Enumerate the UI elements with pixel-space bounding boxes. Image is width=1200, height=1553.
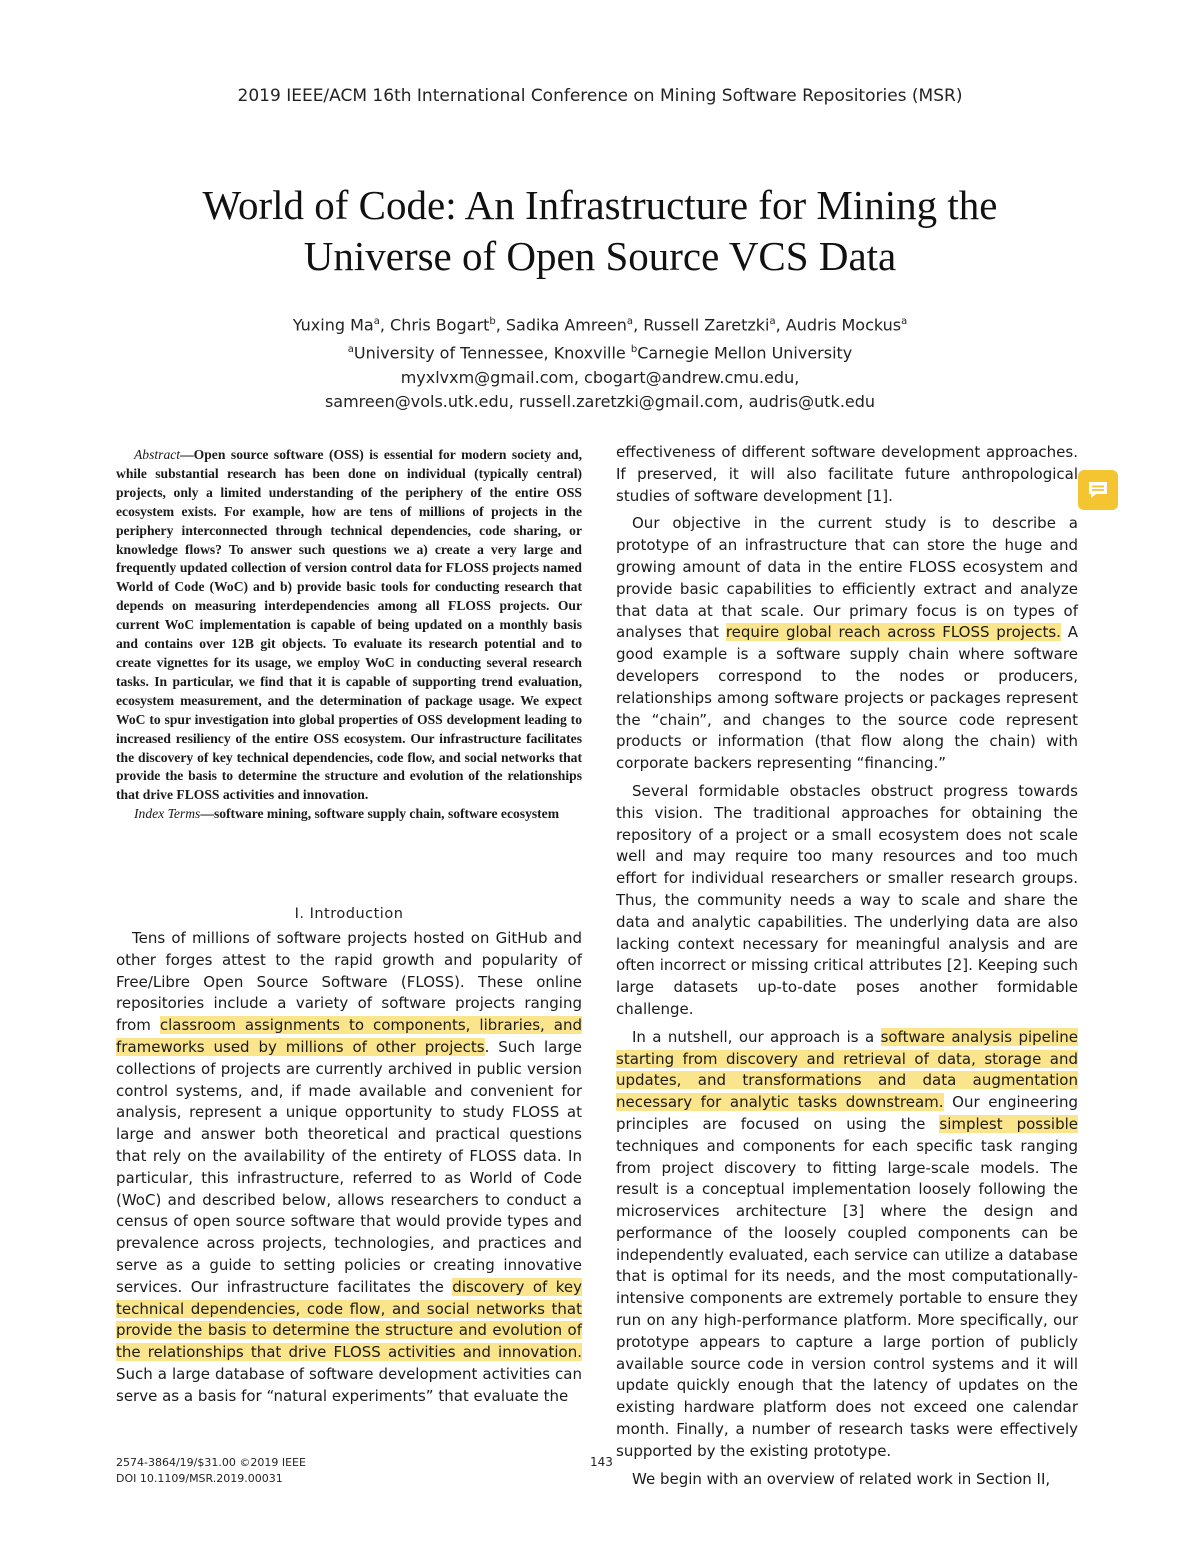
- index-terms: [116, 805, 582, 824]
- right-column-body: [616, 442, 1078, 1490]
- intro-paragraph: [116, 928, 582, 1408]
- highlight[interactable]: simplest possible: [939, 1114, 1078, 1133]
- affiliation-mark: a: [626, 316, 634, 327]
- affiliation-b: Carnegie Mellon University: [637, 343, 853, 363]
- title-line-1: World of Code: An Infrastructure for Mining the: [202, 182, 998, 228]
- comment-icon: [1087, 480, 1109, 500]
- index-terms-text: software mining, software supply chain, software ecosystem: [213, 806, 560, 822]
- text-run: A good example is a software supply chain where software developers correspond to the nodes or producers, relationships among software projects or packages represent the “chain”, and changes to the source code represent products or information (that flow along the chain) with corporate backers representing “financing.”: [616, 623, 1078, 773]
- page-number: 143: [590, 1455, 613, 1469]
- emails-line-2: samreen@vols.utk.edu, russell.zaretzki@gmail.com, audris@utk.edu: [324, 392, 876, 412]
- title-line-2: Universe of Open Source VCS Data: [303, 233, 897, 279]
- approach-paragraph: [616, 1027, 1078, 1463]
- comment-button[interactable]: [1078, 470, 1118, 510]
- emails-line-1: myxlvxm@gmail.com, cbogart@andrew.cmu.edu,: [400, 367, 800, 387]
- author-name: Yuxing Ma: [292, 315, 374, 335]
- abstract: [116, 446, 582, 824]
- paper-title: [0, 180, 1200, 282]
- text-run: . Such large collections of projects are currently archived in public version control systems, and, if made available and convenient for analysis, represent a unique opportunity to study FLOSS at large and answer both theoretical and practical questions that rely on the availability of the entirety of FLOSS data. In particular, this infrastructure, referred to as World of Code (WoC) and described below, allows researchers to conduct a census of open source software that would provide types and prevalence across projects, technologies, and practices and serve as a guide to setting policies or creating innovative services. Our infrastructure facilitates the: [116, 1037, 582, 1296]
- text-run: In a nutshell, our approach is a: [632, 1027, 881, 1046]
- affiliation-a: University of Tennessee, Knoxville: [353, 343, 626, 363]
- affiliation-mark: b: [630, 343, 638, 355]
- footer-issn: 2574-3864/19/$31.00 ©2019 IEEE: [116, 1456, 306, 1469]
- affiliation-mark: a: [769, 316, 776, 327]
- author-name: Audris Mockus: [785, 315, 902, 335]
- left-column-body: [116, 928, 582, 1408]
- index-terms-label: Index Terms: [134, 806, 201, 822]
- text-run: techniques and components for each specific task ranging from project discovery to fitting large-scale models. The result is a conceptual implementation loosely following the microservices architecture [3] where the design and performance of the loosely coupled components can be independently evaluated, each service can utilize a database that is optimal for its needs, and the most computationally-intensive components are extremely portable to ensure they run on any high-performance platform. More specifically, our prototype appears to capture a large portion of publicly available source code in version control systems and it will update quickly enough that the latency of updates on the existing hardware platform does not exceed one calendar month. Finally, a number of research tasks were effectively supported by the existing prototype.: [616, 1136, 1078, 1460]
- author-names: Yuxing Ma$^a$, Chris Bogart$^b$, Sadika Amreen$^a$, Russell Zaretzki$^a$, Audris Mockus$^a$: [292, 315, 908, 335]
- footer-copyright: [116, 1455, 306, 1487]
- affiliation-mark: a: [347, 343, 354, 355]
- obstacles-paragraph: Several formidable obstacles obstruct progress towards this vision. The traditional approaches for obtaining the repository of a project or a small ecosystem does not scale well and may require too many resources and too much effort for individual researchers or smaller research groups. Thus, the community needs a way to scale and share the data and analytic capabilities. The underlying data are also lacking context necessary for meaningful analysis and are often incorrect or missing critical attributes [2]. Keeping such large datasets up-to-date poses another formidable challenge.: [616, 781, 1078, 1018]
- text-run: Our objective in the current study is to describe a prototype of an infrastructure that can store the huge and growing amount of data in the entire FLOSS ecosystem and provide basic capabilities to efficiently extract and analyze that data at that scale. Our primary focus is on types of analyses that: [616, 514, 1078, 642]
- affiliation-mark: b: [489, 316, 496, 327]
- highlight[interactable]: classroom assignments to components, libraries, and frameworks used by millions of other projects: [116, 1016, 582, 1056]
- author-name: Russell Zaretzki: [643, 315, 770, 335]
- author-name: Sadika Amreen: [505, 315, 627, 335]
- author-name: Chris Bogart: [390, 315, 490, 335]
- affiliation-mark: a: [901, 316, 908, 327]
- highlight[interactable]: require global reach across FLOSS projects.: [725, 623, 1061, 642]
- affiliations: [0, 338, 1200, 366]
- author-block: [0, 310, 1200, 415]
- index-terms-dash: —: [200, 806, 214, 822]
- overview-paragraph: We begin with an overview of related work in Section II,: [632, 1469, 1051, 1488]
- highlight[interactable]: software analysis pipeline starting from discovery and retrieval of data, storage and updates, and transformations and data augmentation necessary for analytic tasks downstream.: [616, 1027, 1078, 1112]
- text-run: Our engineering principles are focused on using the: [616, 1093, 1078, 1133]
- abstract-label: Abstract: [134, 447, 181, 462]
- abstract-paragraph: [116, 446, 582, 805]
- continued-paragraph: effectiveness of different software development approaches. If preserved, it will also facilitate future anthropological studies of software development [1].: [616, 443, 1078, 505]
- objective-paragraph: [616, 513, 1078, 775]
- abstract-dash: —: [180, 447, 194, 462]
- footer-doi: DOI 10.1109/MSR.2019.00031: [116, 1472, 283, 1485]
- text-run: Tens of millions of software projects hosted on GitHub and other forges attest to the rapid growth and popularity of Free/Libre Open Source Software (FLOSS). These online repositories include a variety of software projects ranging from: [116, 929, 582, 1035]
- abstract-text: Open source software (OSS) is essential for modern society and, while substantial research has been done on individual (typically central) projects, only a limited understanding of the periphery of the entire OSS ecosystem exists. For example, how are tens of millions of projects in the periphery interconnected through technical dependencies, code sharing, or knowledge flows? To answer such questions we a) create a very large and frequently updated collection of version control data for FLOSS projects named World of Code (WoC) and b) provide basic tools for conducting research that depends on measuring interdependencies among all FLOSS projects. Our current WoC implementation is capable of being updated on a monthly basis and contains over 12B git objects. To evaluate its research potential and to create vignettes for its usage, we employ WoC in conducting several research tasks. In particular, we find that it is capable of supporting trend evaluation, ecosystem measurement, and the determination of package usage. We expect WoC to spur investigation into global properties of OSS development leading to increased resiliency of the entire OSS ecosystem. Our infrastructure facilitates the discovery of key technical dependencies, code flow, and social networks that provide the basis to determine the structure and evolution of the relationships that drive FLOSS activities and innovation.: [116, 447, 582, 803]
- section-heading: I. Introduction: [294, 906, 404, 922]
- text-run: Such a large database of software development activities can serve as a basis for “natural experiments” that evaluate the: [116, 1364, 582, 1405]
- affiliation-mark: a: [373, 316, 380, 327]
- conference-header: 2019 IEEE/ACM 16th International Conference on Mining Software Repositories (MSR): [237, 86, 963, 106]
- highlight[interactable]: discovery of key technical dependencies, code flow, and social networks that provide the basis to determine the structure and evolution of the relationships that drive FLOSS activities and innovation.: [116, 1277, 582, 1362]
